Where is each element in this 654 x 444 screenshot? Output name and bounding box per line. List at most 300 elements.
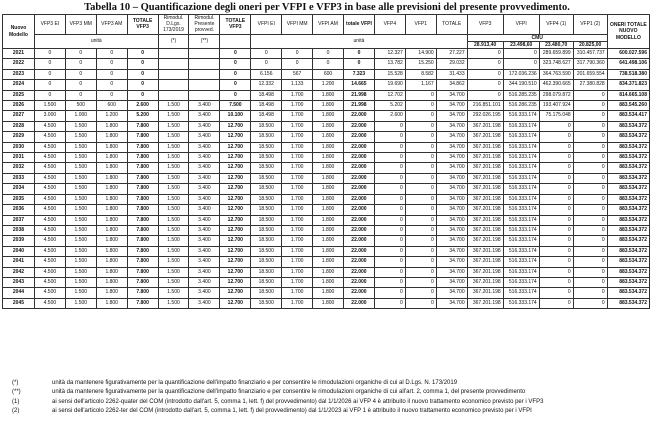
cell-h: 18.500 (251, 246, 282, 256)
cell-f (189, 90, 220, 100)
cell-m: 0 (405, 111, 436, 121)
cell-e: 1.500 (158, 298, 189, 308)
cell-j: 1.800 (313, 121, 344, 131)
cell-q: 0 (539, 246, 573, 256)
cell-p: 516.333.174 (503, 205, 539, 215)
cell-r: 0 (573, 90, 607, 100)
cell-d: 7.800 (127, 173, 158, 183)
cell-j: 1.800 (313, 236, 344, 246)
cell-i: 0 (282, 59, 313, 69)
cell-a: 0 (34, 69, 65, 79)
cell-p: 516.333.174 (503, 267, 539, 277)
cell-i: 567 (282, 69, 313, 79)
cell-i: 1.700 (282, 194, 313, 204)
cell-b: 1.500 (65, 194, 96, 204)
table-row (3, 257, 650, 267)
cell-j: 1.800 (313, 246, 344, 256)
cell-o: 367.201.198 (467, 194, 503, 204)
cell-j: 1.800 (313, 90, 344, 100)
table-row (3, 288, 650, 298)
cell-n: 34.700 (436, 90, 467, 100)
cell-i: 1.700 (282, 298, 313, 308)
cell-f: 3.400 (189, 288, 220, 298)
cell-g: 12.700 (220, 298, 251, 308)
cell-r: 0 (573, 101, 607, 111)
cell-k: 22.000 (344, 194, 375, 204)
cell-f (189, 59, 220, 69)
cell-e: 1.500 (158, 121, 189, 131)
cell-i: 1.700 (282, 173, 313, 183)
cell-j: 1.800 (313, 153, 344, 163)
cell-o: 367.201.198 (467, 246, 503, 256)
cell-m: 0 (405, 298, 436, 308)
cell-y: 2038 (3, 225, 35, 235)
cell-f: 3.400 (189, 205, 220, 215)
table-row (3, 173, 650, 183)
cell-l: 15.528 (374, 69, 405, 79)
cell-j: 1.800 (313, 225, 344, 235)
cell-i: 1.700 (282, 225, 313, 235)
cell-m: 0 (405, 236, 436, 246)
cell-q: 0 (539, 298, 573, 308)
cell-r: 0 (573, 257, 607, 267)
table-row (3, 69, 650, 79)
cell-q: 0 (539, 142, 573, 152)
cell-f (189, 49, 220, 59)
cell-c: 1.800 (96, 298, 127, 308)
cell-b: 1.500 (65, 121, 96, 131)
oneri-table (2, 14, 650, 309)
cmu-vfp1: 20.825,00 (573, 41, 607, 48)
cell-p: 516.333.174 (503, 298, 539, 308)
cell-a: 4.500 (34, 236, 65, 246)
cell-r: 0 (573, 288, 607, 298)
cell-i: 1.700 (282, 111, 313, 121)
cell-n: 29.032 (436, 59, 467, 69)
cell-y: 2041 (3, 257, 35, 267)
cell-k: 0 (344, 49, 375, 59)
cell-r: 0 (573, 267, 607, 277)
cell-s: 883.534.372 (607, 153, 649, 163)
cell-b: 1.500 (65, 236, 96, 246)
cell-h: 18.500 (251, 236, 282, 246)
header-vfpi-am: VFPI AM (313, 15, 344, 35)
cell-q: 0 (539, 194, 573, 204)
cell-o: 0 (467, 49, 503, 59)
cell-h: 18.500 (251, 215, 282, 225)
cell-p: 516.333.174 (503, 236, 539, 246)
cell-j: 600 (313, 69, 344, 79)
table-row (3, 111, 650, 121)
footnote-text: ai sensi dell'articolo 2262-quater del COM (introdotto dall'art. 5, comma 1, lett. f) del provvedimento) dal 1/1/2026 ai VFP 4 è attribuito il nuovo trattamento economico previsto per i VFP3 (52, 398, 544, 405)
cell-l: 0 (374, 132, 405, 142)
cell-d: 7.800 (127, 121, 158, 131)
cell-k: 22.000 (344, 173, 375, 183)
cell-n: 34.700 (436, 298, 467, 308)
cell-g: 12.700 (220, 257, 251, 267)
cell-g: 0 (220, 49, 251, 59)
cell-e (158, 69, 189, 79)
cell-g: 12.700 (220, 236, 251, 246)
cell-e: 1.500 (158, 111, 189, 121)
table-row (3, 121, 650, 131)
cell-f: 3.400 (189, 184, 220, 194)
cell-h: 18.500 (251, 225, 282, 235)
cell-e: 1.500 (158, 246, 189, 256)
footnote (4, 398, 650, 407)
cell-r: 0 (573, 236, 607, 246)
cell-h: 12.332 (251, 80, 282, 90)
cell-k: 22.000 (344, 246, 375, 256)
table-row (3, 277, 650, 287)
cell-a: 0 (34, 90, 65, 100)
cell-p: 516.333.174 (503, 246, 539, 256)
cell-a: 4.500 (34, 153, 65, 163)
cell-d: 7.800 (127, 267, 158, 277)
cell-r: 0 (573, 111, 607, 121)
cell-d: 7.800 (127, 257, 158, 267)
cell-l: 0 (374, 121, 405, 131)
cell-e: 1.500 (158, 184, 189, 194)
cell-e (158, 59, 189, 69)
cell-y: 2028 (3, 121, 35, 131)
cell-h: 18.500 (251, 194, 282, 204)
cell-g: 12.700 (220, 277, 251, 287)
cell-s: 883.534.372 (607, 298, 649, 308)
cell-d: 7.800 (127, 288, 158, 298)
cell-j: 1.800 (313, 132, 344, 142)
cell-b: 1.500 (65, 298, 96, 308)
cell-s: 883.534.372 (607, 288, 649, 298)
cell-j: 1.800 (313, 163, 344, 173)
cell-i: 1.700 (282, 142, 313, 152)
cell-k: 22.000 (344, 111, 375, 121)
table-row (3, 142, 650, 152)
cell-q: 0 (539, 121, 573, 131)
cell-y: 2034 (3, 184, 35, 194)
cell-d: 7.800 (127, 184, 158, 194)
cell-l: 0 (374, 153, 405, 163)
cell-d: 5.200 (127, 111, 158, 121)
cell-a: 0 (34, 59, 65, 69)
cell-m: 0 (405, 132, 436, 142)
cell-g: 10.100 (220, 111, 251, 121)
cell-p: 516.333.174 (503, 257, 539, 267)
cell-n: 34.700 (436, 277, 467, 287)
cell-d: 0 (127, 80, 158, 90)
cell-n: 31.433 (436, 69, 467, 79)
table-row (3, 215, 650, 225)
cell-i: 1.133 (282, 80, 313, 90)
header-totale-vfp3-2: TOTALE VFP3 (220, 15, 251, 35)
cell-m: 0 (405, 194, 436, 204)
cell-p: 516.333.174 (503, 153, 539, 163)
cell-n: 34.700 (436, 257, 467, 267)
cell-c: 0 (96, 49, 127, 59)
cell-f: 3.400 (189, 142, 220, 152)
cell-m: 0 (405, 184, 436, 194)
cell-s: 814.665.108 (607, 90, 649, 100)
cell-q: 0 (539, 153, 573, 163)
cell-o: 0 (467, 80, 503, 90)
cell-e: 1.500 (158, 173, 189, 183)
cell-m: 0 (405, 90, 436, 100)
cell-c: 1.800 (96, 121, 127, 131)
cell-k: 22.000 (344, 236, 375, 246)
cell-b: 0 (65, 80, 96, 90)
cell-k: 22.000 (344, 142, 375, 152)
cell-o: 216.851.101 (467, 101, 503, 111)
cell-y: 2023 (3, 69, 35, 79)
cell-m: 0 (405, 142, 436, 152)
cell-a: 4.500 (34, 257, 65, 267)
cell-q: 75.175.048 (539, 111, 573, 121)
cell-r: 0 (573, 205, 607, 215)
cell-g: 0 (220, 59, 251, 69)
cell-i: 1.700 (282, 132, 313, 142)
cell-o: 367.201.198 (467, 225, 503, 235)
cell-c: 1.800 (96, 288, 127, 298)
cell-c: 1.800 (96, 142, 127, 152)
cell-p: 516.333.174 (503, 288, 539, 298)
cell-b: 1.500 (65, 267, 96, 277)
header-oneri-totale: ONERI TOTALE NUOVO MODELLO (607, 15, 649, 49)
table-row (3, 59, 650, 69)
cell-q: 462.390.665 (539, 80, 573, 90)
cell-q: 0 (539, 184, 573, 194)
cell-a: 1.500 (34, 101, 65, 111)
cell-q: 0 (539, 257, 573, 267)
cell-y: 2037 (3, 215, 35, 225)
cell-o: 367.201.198 (467, 277, 503, 287)
cell-h: 18.500 (251, 267, 282, 277)
cell-k: 22.000 (344, 205, 375, 215)
cell-n: 34.700 (436, 153, 467, 163)
cell-i: 1.700 (282, 215, 313, 225)
cell-y: 2027 (3, 111, 35, 121)
cell-a: 4.500 (34, 121, 65, 131)
cell-m: 1.167 (405, 80, 436, 90)
cell-y: 2025 (3, 90, 35, 100)
cell-a: 4.500 (34, 267, 65, 277)
cell-s: 883.534.372 (607, 132, 649, 142)
cell-j: 0 (313, 49, 344, 59)
cell-k: 21.998 (344, 101, 375, 111)
cell-l: 12.327 (374, 49, 405, 59)
cell-s: 738.518.380 (607, 69, 649, 79)
cell-e: 1.500 (158, 142, 189, 152)
table-row (3, 163, 650, 173)
cell-p: 0 (503, 49, 539, 59)
cell-e: 1.500 (158, 132, 189, 142)
cell-o: 367.201.198 (467, 173, 503, 183)
cell-l: 0 (374, 215, 405, 225)
cell-f (189, 69, 220, 79)
cell-b: 0 (65, 59, 96, 69)
cell-s: 641.498.106 (607, 59, 649, 69)
cell-p: 516.333.174 (503, 184, 539, 194)
cell-m: 0 (405, 153, 436, 163)
table-row (3, 236, 650, 246)
cell-l: 0 (374, 277, 405, 287)
cell-j: 1.800 (313, 101, 344, 111)
cell-o: 367.201.198 (467, 163, 503, 173)
cell-c: 0 (96, 59, 127, 69)
cell-j: 1.800 (313, 298, 344, 308)
cell-p: 516.286.235 (503, 101, 539, 111)
cell-b: 1.500 (65, 163, 96, 173)
cell-m: 0 (405, 246, 436, 256)
footnote (4, 379, 650, 388)
table-row (3, 267, 650, 277)
cell-j: 1.800 (313, 277, 344, 287)
cell-g: 12.700 (220, 132, 251, 142)
cell-o: 0 (467, 69, 503, 79)
cell-s: 834.371.823 (607, 80, 649, 90)
cell-l: 0 (374, 288, 405, 298)
cell-o: 367.201.198 (467, 288, 503, 298)
cell-a: 4.500 (34, 215, 65, 225)
footnote-text: unità da mantenere figurativamente per la quantificazione dell'impatto finanziario e per consentire le rimodulazioni organiche di cui all'art. 2, comma 1, del presente provvedimento (52, 389, 526, 396)
cell-e: 1.500 (158, 215, 189, 225)
table-body (3, 49, 650, 309)
cell-h: 18.500 (251, 184, 282, 194)
cell-c: 0 (96, 90, 127, 100)
cell-j: 1.200 (313, 80, 344, 90)
cell-m: 0 (405, 257, 436, 267)
cell-c: 1.800 (96, 184, 127, 194)
header-totale-vfpi: totale VFPI (344, 15, 375, 35)
cell-h: 18.498 (251, 101, 282, 111)
cell-m: 14.900 (405, 49, 436, 59)
header-rimodul-dlgs: Rimodul. D.Lgs. 173/2019 (158, 15, 189, 35)
cell-s: 883.534.372 (607, 184, 649, 194)
cell-s: 883.534.372 (607, 173, 649, 183)
table-row (3, 80, 650, 90)
cell-n: 34.700 (436, 236, 467, 246)
cell-d: 0 (127, 49, 158, 59)
cell-h: 18.500 (251, 153, 282, 163)
cell-i: 1.700 (282, 90, 313, 100)
cell-c: 1.800 (96, 215, 127, 225)
cell-d: 7.800 (127, 142, 158, 152)
cmu-vfp3: 28.913,40 (467, 41, 503, 48)
cell-k: 14.665 (344, 80, 375, 90)
cell-a: 4.500 (34, 194, 65, 204)
cell-s: 883.534.417 (607, 111, 649, 121)
cell-y: 2045 (3, 298, 35, 308)
cell-c: 1.800 (96, 277, 127, 287)
cell-i: 1.700 (282, 184, 313, 194)
cell-a: 4.500 (34, 205, 65, 215)
cell-o: 367.201.198 (467, 257, 503, 267)
cell-f: 3.400 (189, 215, 220, 225)
cell-f: 3.400 (189, 267, 220, 277)
cell-h: 18.500 (251, 121, 282, 131)
cell-a: 0 (34, 80, 65, 90)
cmu-vfp4: 23.480,70 (539, 41, 573, 48)
header-vfp4: VFP4 (374, 15, 405, 35)
header-vfpi-mm: VFPI MM (282, 15, 313, 35)
table-row (3, 246, 650, 256)
cell-a: 4.500 (34, 277, 65, 287)
cell-s: 883.534.372 (607, 121, 649, 131)
cell-e: 1.500 (158, 277, 189, 287)
cell-d: 7.800 (127, 132, 158, 142)
cell-k: 22.000 (344, 132, 375, 142)
cell-j: 1.800 (313, 111, 344, 121)
cell-e: 1.500 (158, 205, 189, 215)
table-title: Tabella 10 – Quantificazione degli oneri per VFPI e VFP3 in base alle previsioni del presente provvedimento. (84, 2, 570, 13)
cell-h: 6.156 (251, 69, 282, 79)
cell-r: 0 (573, 173, 607, 183)
cell-k: 22.000 (344, 267, 375, 277)
cell-a: 4.500 (34, 246, 65, 256)
cell-s: 883.534.372 (607, 215, 649, 225)
cell-l: 13.782 (374, 59, 405, 69)
cell-l: 0 (374, 225, 405, 235)
cell-h: 18.500 (251, 277, 282, 287)
cell-r: 0 (573, 153, 607, 163)
cell-k: 22.000 (344, 298, 375, 308)
cell-p: 172.036.236 (503, 69, 539, 79)
cell-j: 1.800 (313, 288, 344, 298)
cell-a: 4.500 (34, 298, 65, 308)
cell-i: 1.700 (282, 205, 313, 215)
cell-g: 0 (220, 90, 251, 100)
cell-i: 1.700 (282, 257, 313, 267)
cell-a: 0 (34, 49, 65, 59)
cell-r: 0 (573, 225, 607, 235)
cell-k: 21.998 (344, 90, 375, 100)
cell-a: 4.500 (34, 173, 65, 183)
cell-n: 34.700 (436, 111, 467, 121)
cell-h: 18.500 (251, 257, 282, 267)
cell-p: 516.333.174 (503, 121, 539, 131)
cell-a: 4.500 (34, 184, 65, 194)
cell-q: 298.079.872 (539, 90, 573, 100)
cell-j: 1.800 (313, 194, 344, 204)
cell-s: 883.534.372 (607, 267, 649, 277)
cell-f: 3.400 (189, 194, 220, 204)
cell-y: 2036 (3, 205, 35, 215)
cell-r: 0 (573, 298, 607, 308)
cell-g: 12.700 (220, 205, 251, 215)
cell-k: 7.323 (344, 69, 375, 79)
cell-k: 22.000 (344, 163, 375, 173)
cell-l: 5.202 (374, 101, 405, 111)
cell-c: 1.800 (96, 163, 127, 173)
cell-j: 1.800 (313, 205, 344, 215)
cell-s: 883.534.372 (607, 236, 649, 246)
cell-c: 1.800 (96, 236, 127, 246)
cell-q: 0 (539, 173, 573, 183)
cell-k: 22.000 (344, 121, 375, 131)
cell-p: 516.285.235 (503, 90, 539, 100)
cell-g: 12.700 (220, 142, 251, 152)
cell-f: 3.400 (189, 173, 220, 183)
cell-n: 34.862 (436, 80, 467, 90)
cell-n: 34.700 (436, 142, 467, 152)
cell-l: 0 (374, 163, 405, 173)
cell-k: 22.000 (344, 215, 375, 225)
cell-l: 0 (374, 236, 405, 246)
cell-y: 2029 (3, 132, 35, 142)
footnote-mark: (2) (12, 408, 20, 415)
cell-f: 3.400 (189, 153, 220, 163)
cell-o: 367.201.198 (467, 298, 503, 308)
header-unita-vfp3: unità (34, 34, 158, 48)
